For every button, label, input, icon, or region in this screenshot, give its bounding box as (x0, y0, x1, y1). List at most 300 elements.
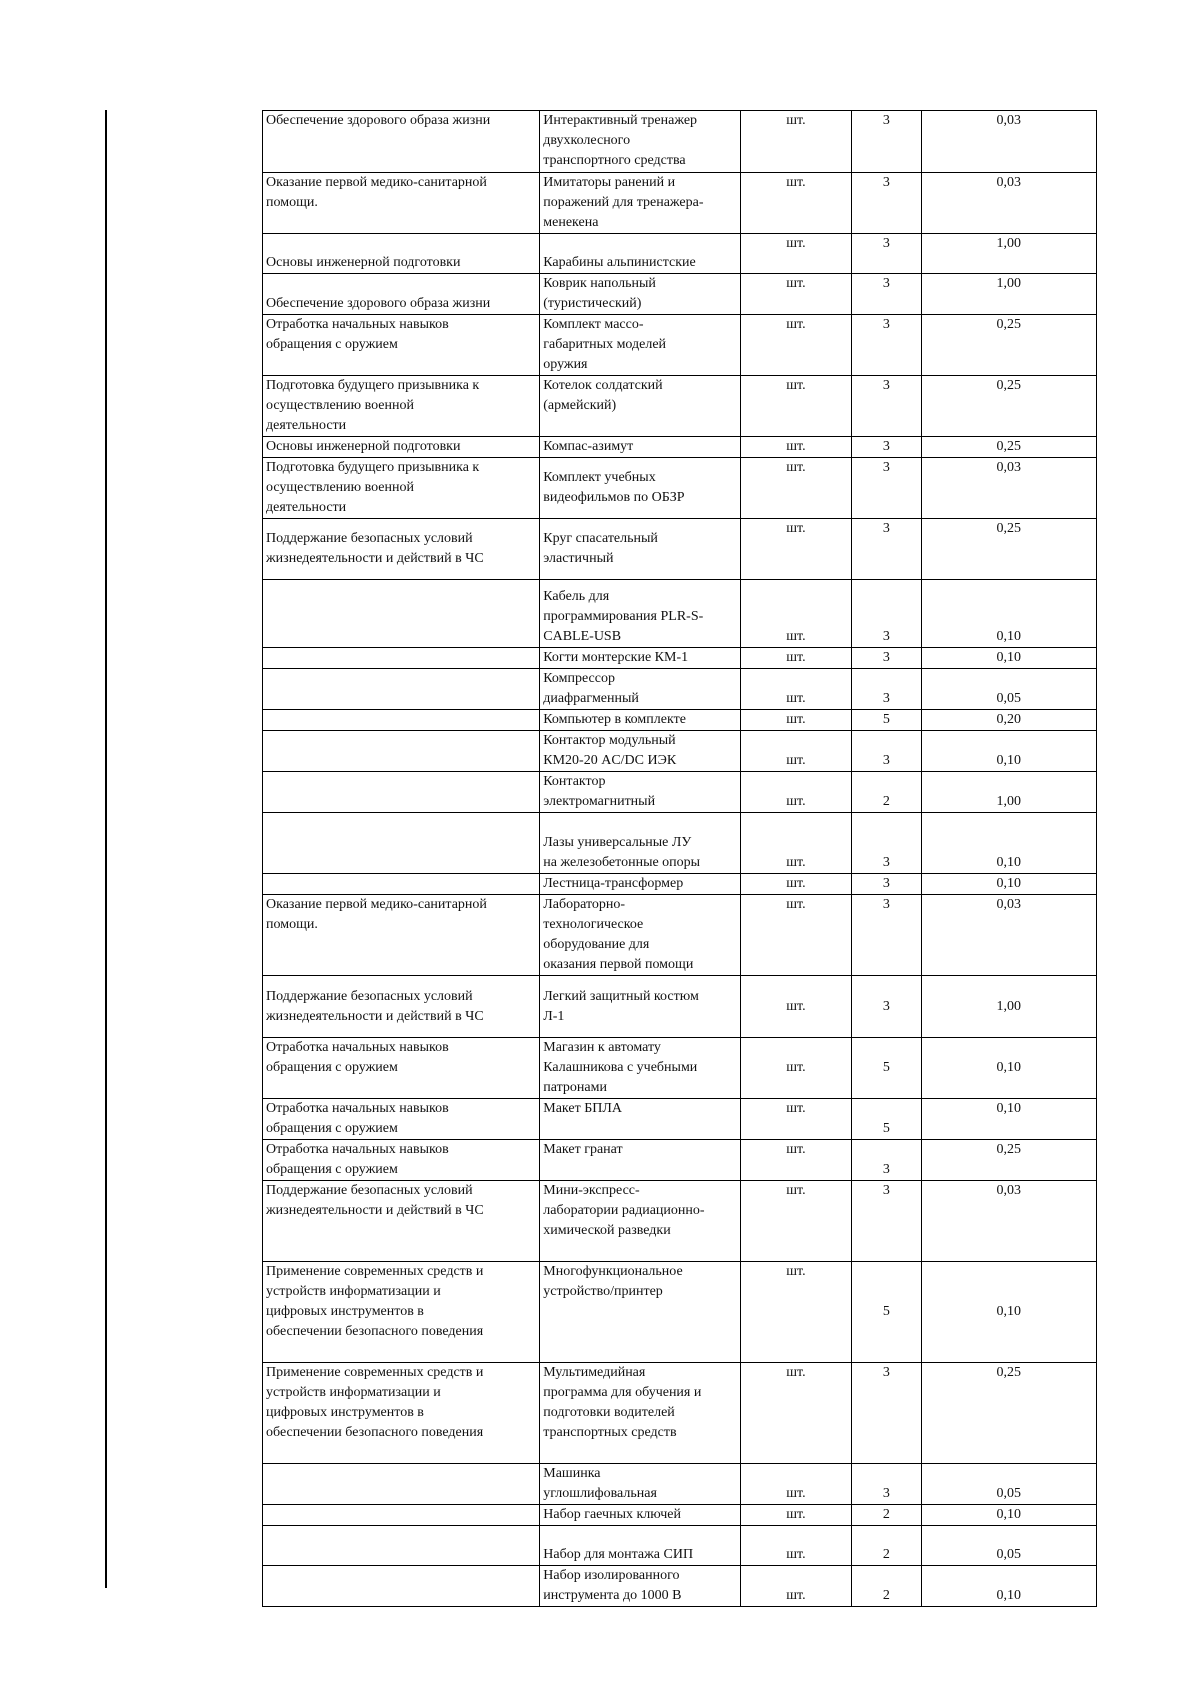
table-row (263, 458, 1097, 519)
unit-cell (740, 234, 852, 274)
value-cell (921, 580, 1097, 648)
value-cell (921, 437, 1097, 458)
quantity-cell-text: 3 (882, 378, 890, 393)
value-cell-text: 1,00 (996, 276, 1021, 291)
unit-cell (740, 315, 852, 376)
table-row (263, 315, 1097, 376)
table-row (263, 731, 1097, 772)
quantity-cell-text: 3 (882, 439, 890, 454)
item-name-cell (540, 710, 740, 731)
quantity-cell-text: 5 (882, 1060, 890, 1075)
quantity-cell-text: 3 (882, 113, 890, 128)
unit-cell-text: шт. (786, 998, 806, 1014)
unit-cell-text: шт. (786, 1507, 806, 1522)
value-cell (921, 1526, 1097, 1566)
item-name-cell-text: Многофункциональное устройство/принтер (543, 1264, 683, 1299)
topic-cell (263, 1099, 540, 1140)
quantity-cell-text: 3 (882, 998, 890, 1014)
item-name-cell-text: Круг спасательный эластичный (543, 531, 658, 566)
quantity-cell-text: 3 (882, 629, 890, 644)
item-name-cell-text: Мультимедийная программа для обучения и подготовки водителей транспортных средств (543, 1365, 702, 1440)
topic-cell (263, 1505, 540, 1526)
equipment-table-body (263, 111, 1097, 1607)
unit-cell (740, 1099, 852, 1140)
quantity-cell-text: 3 (882, 1365, 890, 1380)
topic-cell-text: Основы инженерной подготовки (266, 439, 461, 454)
unit-cell (740, 1038, 852, 1099)
item-name-cell-text: Набор для монтажа СИП (543, 1547, 694, 1562)
table-row (263, 976, 1097, 1038)
value-cell-text: 0,03 (996, 897, 1021, 912)
topic-cell (263, 772, 540, 813)
unit-cell-text: шт. (786, 113, 806, 128)
quantity-cell (852, 458, 921, 519)
unit-cell-text: шт. (786, 1183, 806, 1198)
table-row (263, 376, 1097, 437)
topic-cell-text: Обеспечение здорового образа жизни (266, 296, 491, 311)
unit-cell-text: шт. (786, 794, 806, 809)
unit-cell-text: шт. (786, 317, 806, 332)
topic-cell-text: Обеспечение здорового образа жизни (266, 113, 491, 128)
unit-cell-text: шт. (786, 1101, 806, 1116)
item-name-cell-text: Комплект учебных видеофильмов по ОБЗР (543, 470, 685, 505)
quantity-cell (852, 376, 921, 437)
quantity-cell-text: 3 (882, 1162, 890, 1177)
topic-cell-text: Оказание первой медико-санитарной помощи. (266, 897, 487, 932)
table-row (263, 274, 1097, 315)
item-name-cell (540, 895, 740, 976)
unit-cell (740, 1505, 852, 1526)
item-name-cell-text: Имитаторы ранений и поражений для тренажера- менекена (543, 175, 704, 230)
item-name-cell (540, 274, 740, 315)
left-margin-line (105, 110, 107, 1588)
topic-cell-text: Отработка начальных навыков обращения с оружием (266, 1142, 449, 1177)
topic-cell (263, 376, 540, 437)
value-cell (921, 976, 1097, 1038)
unit-cell (740, 874, 852, 895)
table-row (263, 1566, 1097, 1607)
table-row (263, 111, 1097, 173)
item-name-cell (540, 173, 740, 234)
value-cell-text: 1,00 (996, 236, 1021, 251)
value-cell (921, 173, 1097, 234)
item-name-cell-text: Лестница-трансформер (543, 876, 684, 891)
value-cell-text: 0,25 (996, 1365, 1021, 1380)
quantity-cell (852, 437, 921, 458)
value-cell-text: 0,10 (996, 629, 1021, 644)
topic-cell (263, 874, 540, 895)
unit-cell (740, 772, 852, 813)
topic-cell (263, 648, 540, 669)
item-name-cell (540, 111, 740, 173)
item-name-cell-text: Интерактивный тренажер двухколесного транспортного средства (543, 113, 698, 168)
item-name-cell (540, 1140, 740, 1181)
topic-cell (263, 1363, 540, 1464)
item-name-cell (540, 437, 740, 458)
item-name-cell (540, 315, 740, 376)
quantity-cell (852, 580, 921, 648)
table-row (263, 173, 1097, 234)
topic-cell (263, 976, 540, 1038)
topic-cell-text: Оказание первой медико-санитарной помощи. (266, 175, 487, 210)
quantity-cell-text: 3 (882, 236, 890, 251)
table-row (263, 1505, 1097, 1526)
unit-cell (740, 173, 852, 234)
item-name-cell (540, 731, 740, 772)
unit-cell (740, 111, 852, 173)
item-name-cell (540, 234, 740, 274)
item-name-cell (540, 1099, 740, 1140)
value-cell-text: 0,03 (996, 175, 1021, 190)
value-cell-text: 0,10 (996, 876, 1021, 891)
unit-cell (740, 1526, 852, 1566)
unit-cell (740, 580, 852, 648)
table-row (263, 437, 1097, 458)
unit-cell (740, 895, 852, 976)
topic-cell (263, 669, 540, 710)
item-name-cell (540, 1526, 740, 1566)
unit-cell-text: шт. (786, 712, 806, 727)
unit-cell-text: шт. (786, 897, 806, 912)
quantity-cell (852, 976, 921, 1038)
value-cell-text: 0,10 (996, 650, 1021, 665)
table-row (263, 772, 1097, 813)
value-cell (921, 1099, 1097, 1140)
value-cell-text: 0,05 (996, 1547, 1021, 1562)
value-cell-text: 0,25 (996, 439, 1021, 454)
value-cell (921, 111, 1097, 173)
item-name-cell-text: Компьютер в комплекте (543, 712, 686, 727)
quantity-cell (852, 173, 921, 234)
value-cell-text: 0,25 (996, 378, 1021, 393)
unit-cell (740, 669, 852, 710)
quantity-cell-text: 3 (882, 876, 890, 891)
unit-cell-text: шт. (786, 460, 806, 475)
item-name-cell-text: Коврик напольный (туристический) (543, 276, 656, 311)
table-row (263, 874, 1097, 895)
unit-cell-text: шт. (786, 1486, 806, 1501)
quantity-cell-text: 3 (882, 691, 890, 706)
table-row (263, 895, 1097, 976)
value-cell-text: 0,10 (996, 1060, 1021, 1075)
topic-cell (263, 580, 540, 648)
quantity-cell-text: 3 (882, 897, 890, 912)
quantity-cell (852, 274, 921, 315)
unit-cell (740, 710, 852, 731)
value-cell (921, 895, 1097, 976)
quantity-cell (852, 1566, 921, 1607)
table-row (263, 519, 1097, 580)
item-name-cell (540, 669, 740, 710)
item-name-cell (540, 1505, 740, 1526)
topic-cell (263, 1140, 540, 1181)
unit-cell (740, 731, 852, 772)
quantity-cell (852, 1363, 921, 1464)
table-row (263, 1464, 1097, 1505)
item-name-cell-text: Контактор модульный КМ20-20 AC/DC ИЭК (543, 733, 677, 768)
topic-cell (263, 1566, 540, 1607)
item-name-cell (540, 376, 740, 437)
value-cell (921, 519, 1097, 580)
item-name-cell-text: Контактор электромагнитный (543, 774, 656, 809)
quantity-cell (852, 874, 921, 895)
item-name-cell-text: Макет гранат (543, 1142, 623, 1157)
topic-cell (263, 234, 540, 274)
table-row (263, 1262, 1097, 1363)
unit-cell (740, 274, 852, 315)
quantity-cell-text: 3 (882, 1486, 890, 1501)
quantity-cell-text: 3 (882, 753, 890, 768)
value-cell-text: 0,03 (996, 113, 1021, 128)
quantity-cell-text: 3 (882, 1183, 890, 1198)
item-name-cell-text: Компас-азимут (543, 439, 634, 454)
unit-cell-text: шт. (786, 1365, 806, 1380)
value-cell-text: 0,03 (996, 1183, 1021, 1198)
item-name-cell (540, 519, 740, 580)
item-name-cell-text: Комплект массо- габаритных моделей оружия (543, 317, 667, 372)
item-name-cell-text: Машинка углошлифовальная (543, 1466, 657, 1501)
topic-cell (263, 1262, 540, 1363)
unit-cell-text: шт. (786, 1264, 806, 1279)
value-cell-text: 0,10 (996, 1507, 1021, 1522)
item-name-cell (540, 1566, 740, 1607)
value-cell-text: 0,10 (996, 1588, 1021, 1603)
table-row (263, 1038, 1097, 1099)
table-row (263, 669, 1097, 710)
quantity-cell (852, 710, 921, 731)
item-name-cell-text: Компрессор диафрагменный (543, 671, 639, 706)
value-cell (921, 813, 1097, 874)
item-name-cell (540, 648, 740, 669)
value-cell (921, 874, 1097, 895)
value-cell (921, 274, 1097, 315)
value-cell (921, 1464, 1097, 1505)
value-cell-text: 0,10 (996, 1101, 1021, 1116)
quantity-cell (852, 1038, 921, 1099)
table-row (263, 1181, 1097, 1262)
item-name-cell (540, 1262, 740, 1363)
item-name-cell (540, 458, 740, 519)
topic-cell (263, 813, 540, 874)
quantity-cell (852, 731, 921, 772)
unit-cell (740, 458, 852, 519)
topic-cell-text: Отработка начальных навыков обращения с оружием (266, 1101, 449, 1136)
topic-cell-text: Применение современных средств и устройств информатизации и цифровых инструментов в обеспечении безопасного поведения (266, 1264, 484, 1339)
quantity-cell (852, 1526, 921, 1566)
unit-cell-text: шт. (786, 1142, 806, 1157)
topic-cell-text: Отработка начальных навыков обращения с оружием (266, 1040, 449, 1075)
item-name-cell-text: Лабораторно- технологическое оборудование для оказания первой помощи (543, 897, 694, 972)
unit-cell-text: шт. (786, 1588, 806, 1603)
topic-cell-text: Поддержание безопасных условий жизнедеятельности и действий в ЧС (266, 988, 484, 1024)
unit-cell (740, 1566, 852, 1607)
value-cell (921, 731, 1097, 772)
table-row (263, 1140, 1097, 1181)
value-cell (921, 648, 1097, 669)
item-name-cell-text: Макет БПЛА (543, 1101, 622, 1116)
value-cell (921, 1566, 1097, 1607)
unit-cell (740, 1262, 852, 1363)
topic-cell-text: Поддержание безопасных условий жизнедеятельности и действий в ЧС (266, 531, 484, 566)
unit-cell (740, 648, 852, 669)
quantity-cell-text: 3 (882, 650, 890, 665)
value-cell-text: 1,00 (996, 794, 1021, 809)
unit-cell-text: шт. (786, 753, 806, 768)
quantity-cell (852, 1181, 921, 1262)
unit-cell-text: шт. (786, 439, 806, 454)
quantity-cell (852, 648, 921, 669)
topic-cell (263, 274, 540, 315)
value-cell (921, 315, 1097, 376)
quantity-cell-text: 3 (882, 175, 890, 190)
topic-cell (263, 731, 540, 772)
quantity-cell-text: 3 (882, 521, 890, 536)
quantity-cell (852, 234, 921, 274)
topic-cell (263, 315, 540, 376)
topic-cell (263, 437, 540, 458)
value-cell (921, 1262, 1097, 1363)
value-cell (921, 1140, 1097, 1181)
unit-cell-text: шт. (786, 691, 806, 706)
topic-cell-text: Подготовка будущего призывника к осуществлению военной деятельности (266, 378, 480, 433)
value-cell-text: 0,05 (996, 1486, 1021, 1501)
quantity-cell-text: 3 (882, 460, 890, 475)
unit-cell (740, 519, 852, 580)
unit-cell (740, 437, 852, 458)
quantity-cell-text: 2 (882, 794, 890, 809)
value-cell (921, 772, 1097, 813)
value-cell-text: 0,10 (996, 753, 1021, 768)
value-cell-text: 0,05 (996, 691, 1021, 706)
unit-cell (740, 1181, 852, 1262)
value-cell-text: 0,10 (996, 855, 1021, 870)
quantity-cell (852, 813, 921, 874)
item-name-cell-text: Котелок солдатский (армейский) (543, 378, 663, 413)
item-name-cell (540, 1038, 740, 1099)
table-row (263, 1363, 1097, 1464)
quantity-cell (852, 1464, 921, 1505)
unit-cell (740, 976, 852, 1038)
table-row (263, 580, 1097, 648)
unit-cell-text: шт. (786, 378, 806, 393)
item-name-cell-text: Кабель для программирования PLR-S- CABLE-USB (543, 589, 704, 644)
topic-cell (263, 111, 540, 173)
table-row (263, 1526, 1097, 1566)
table-row (263, 648, 1097, 669)
item-name-cell-text: Карабины альпинистские (543, 255, 696, 270)
quantity-cell-text: 5 (882, 1121, 890, 1136)
quantity-cell (852, 669, 921, 710)
value-cell-text: 0,25 (996, 317, 1021, 332)
topic-cell-text: Применение современных средств и устройств информатизации и цифровых инструментов в обеспечении безопасного поведения (266, 1365, 484, 1440)
value-cell (921, 234, 1097, 274)
quantity-cell (852, 895, 921, 976)
topic-cell (263, 895, 540, 976)
value-cell (921, 1363, 1097, 1464)
table-row (263, 1099, 1097, 1140)
item-name-cell-text: Магазин к автомату Калашникова с учебными патронами (543, 1040, 698, 1095)
value-cell-text: 1,00 (996, 998, 1021, 1014)
item-name-cell-text: Когти монтерские КМ-1 (543, 650, 689, 665)
quantity-cell-text: 2 (882, 1547, 890, 1562)
unit-cell (740, 1363, 852, 1464)
unit-cell (740, 376, 852, 437)
topic-cell (263, 1038, 540, 1099)
quantity-cell-text: 2 (882, 1588, 890, 1603)
item-name-cell (540, 1464, 740, 1505)
value-cell (921, 1181, 1097, 1262)
quantity-cell-text: 3 (882, 855, 890, 870)
topic-cell (263, 1526, 540, 1566)
value-cell-text: 0,25 (996, 521, 1021, 536)
unit-cell (740, 1464, 852, 1505)
topic-cell (263, 519, 540, 580)
table-row (263, 710, 1097, 731)
item-name-cell-text: Легкий защитный костюм Л-1 (543, 988, 699, 1024)
quantity-cell-text: 3 (882, 317, 890, 332)
topic-cell (263, 710, 540, 731)
item-name-cell-text: Набор гаечных ключей (543, 1507, 681, 1522)
item-name-cell-text: Мини-экспресс- лаборатории радиационно- химической разведки (543, 1183, 705, 1238)
value-cell (921, 1505, 1097, 1526)
value-cell (921, 458, 1097, 519)
item-name-cell (540, 772, 740, 813)
topic-cell-text: Отработка начальных навыков обращения с оружием (266, 317, 449, 352)
value-cell-text: 0,20 (996, 712, 1021, 727)
quantity-cell (852, 1262, 921, 1363)
unit-cell-text: шт. (786, 855, 806, 870)
item-name-cell (540, 1181, 740, 1262)
table-row (263, 234, 1097, 274)
quantity-cell (852, 1505, 921, 1526)
unit-cell-text: шт. (786, 629, 806, 644)
quantity-cell-text: 2 (882, 1507, 890, 1522)
value-cell (921, 669, 1097, 710)
quantity-cell (852, 772, 921, 813)
value-cell (921, 1038, 1097, 1099)
topic-cell (263, 458, 540, 519)
quantity-cell (852, 1099, 921, 1140)
topic-cell (263, 1181, 540, 1262)
topic-cell-text: Основы инженерной подготовки (266, 255, 461, 270)
topic-cell-text: Подготовка будущего призывника к осуществлению военной деятельности (266, 460, 480, 515)
item-name-cell-text: Набор изолированного инструмента до 1000 В (543, 1568, 682, 1603)
quantity-cell (852, 315, 921, 376)
item-name-cell (540, 1363, 740, 1464)
topic-cell (263, 1464, 540, 1505)
value-cell-text: 0,03 (996, 460, 1021, 475)
item-name-cell (540, 813, 740, 874)
item-name-cell (540, 976, 740, 1038)
unit-cell-text: шт. (786, 650, 806, 665)
quantity-cell (852, 519, 921, 580)
topic-cell (263, 173, 540, 234)
unit-cell-text: шт. (786, 236, 806, 251)
topic-cell-text: Поддержание безопасных условий жизнедеятельности и действий в ЧС (266, 1183, 484, 1218)
unit-cell (740, 813, 852, 874)
unit-cell-text: шт. (786, 876, 806, 891)
equipment-table (262, 110, 1097, 1607)
value-cell-text: 0,10 (996, 1304, 1021, 1319)
unit-cell-text: шт. (786, 276, 806, 291)
unit-cell-text: шт. (786, 521, 806, 536)
table-row (263, 813, 1097, 874)
item-name-cell-text: Лазы универсальные ЛУ на железобетонные опоры (543, 835, 701, 870)
quantity-cell-text: 5 (882, 712, 890, 727)
item-name-cell (540, 580, 740, 648)
unit-cell-text: шт. (786, 1060, 806, 1075)
value-cell (921, 376, 1097, 437)
